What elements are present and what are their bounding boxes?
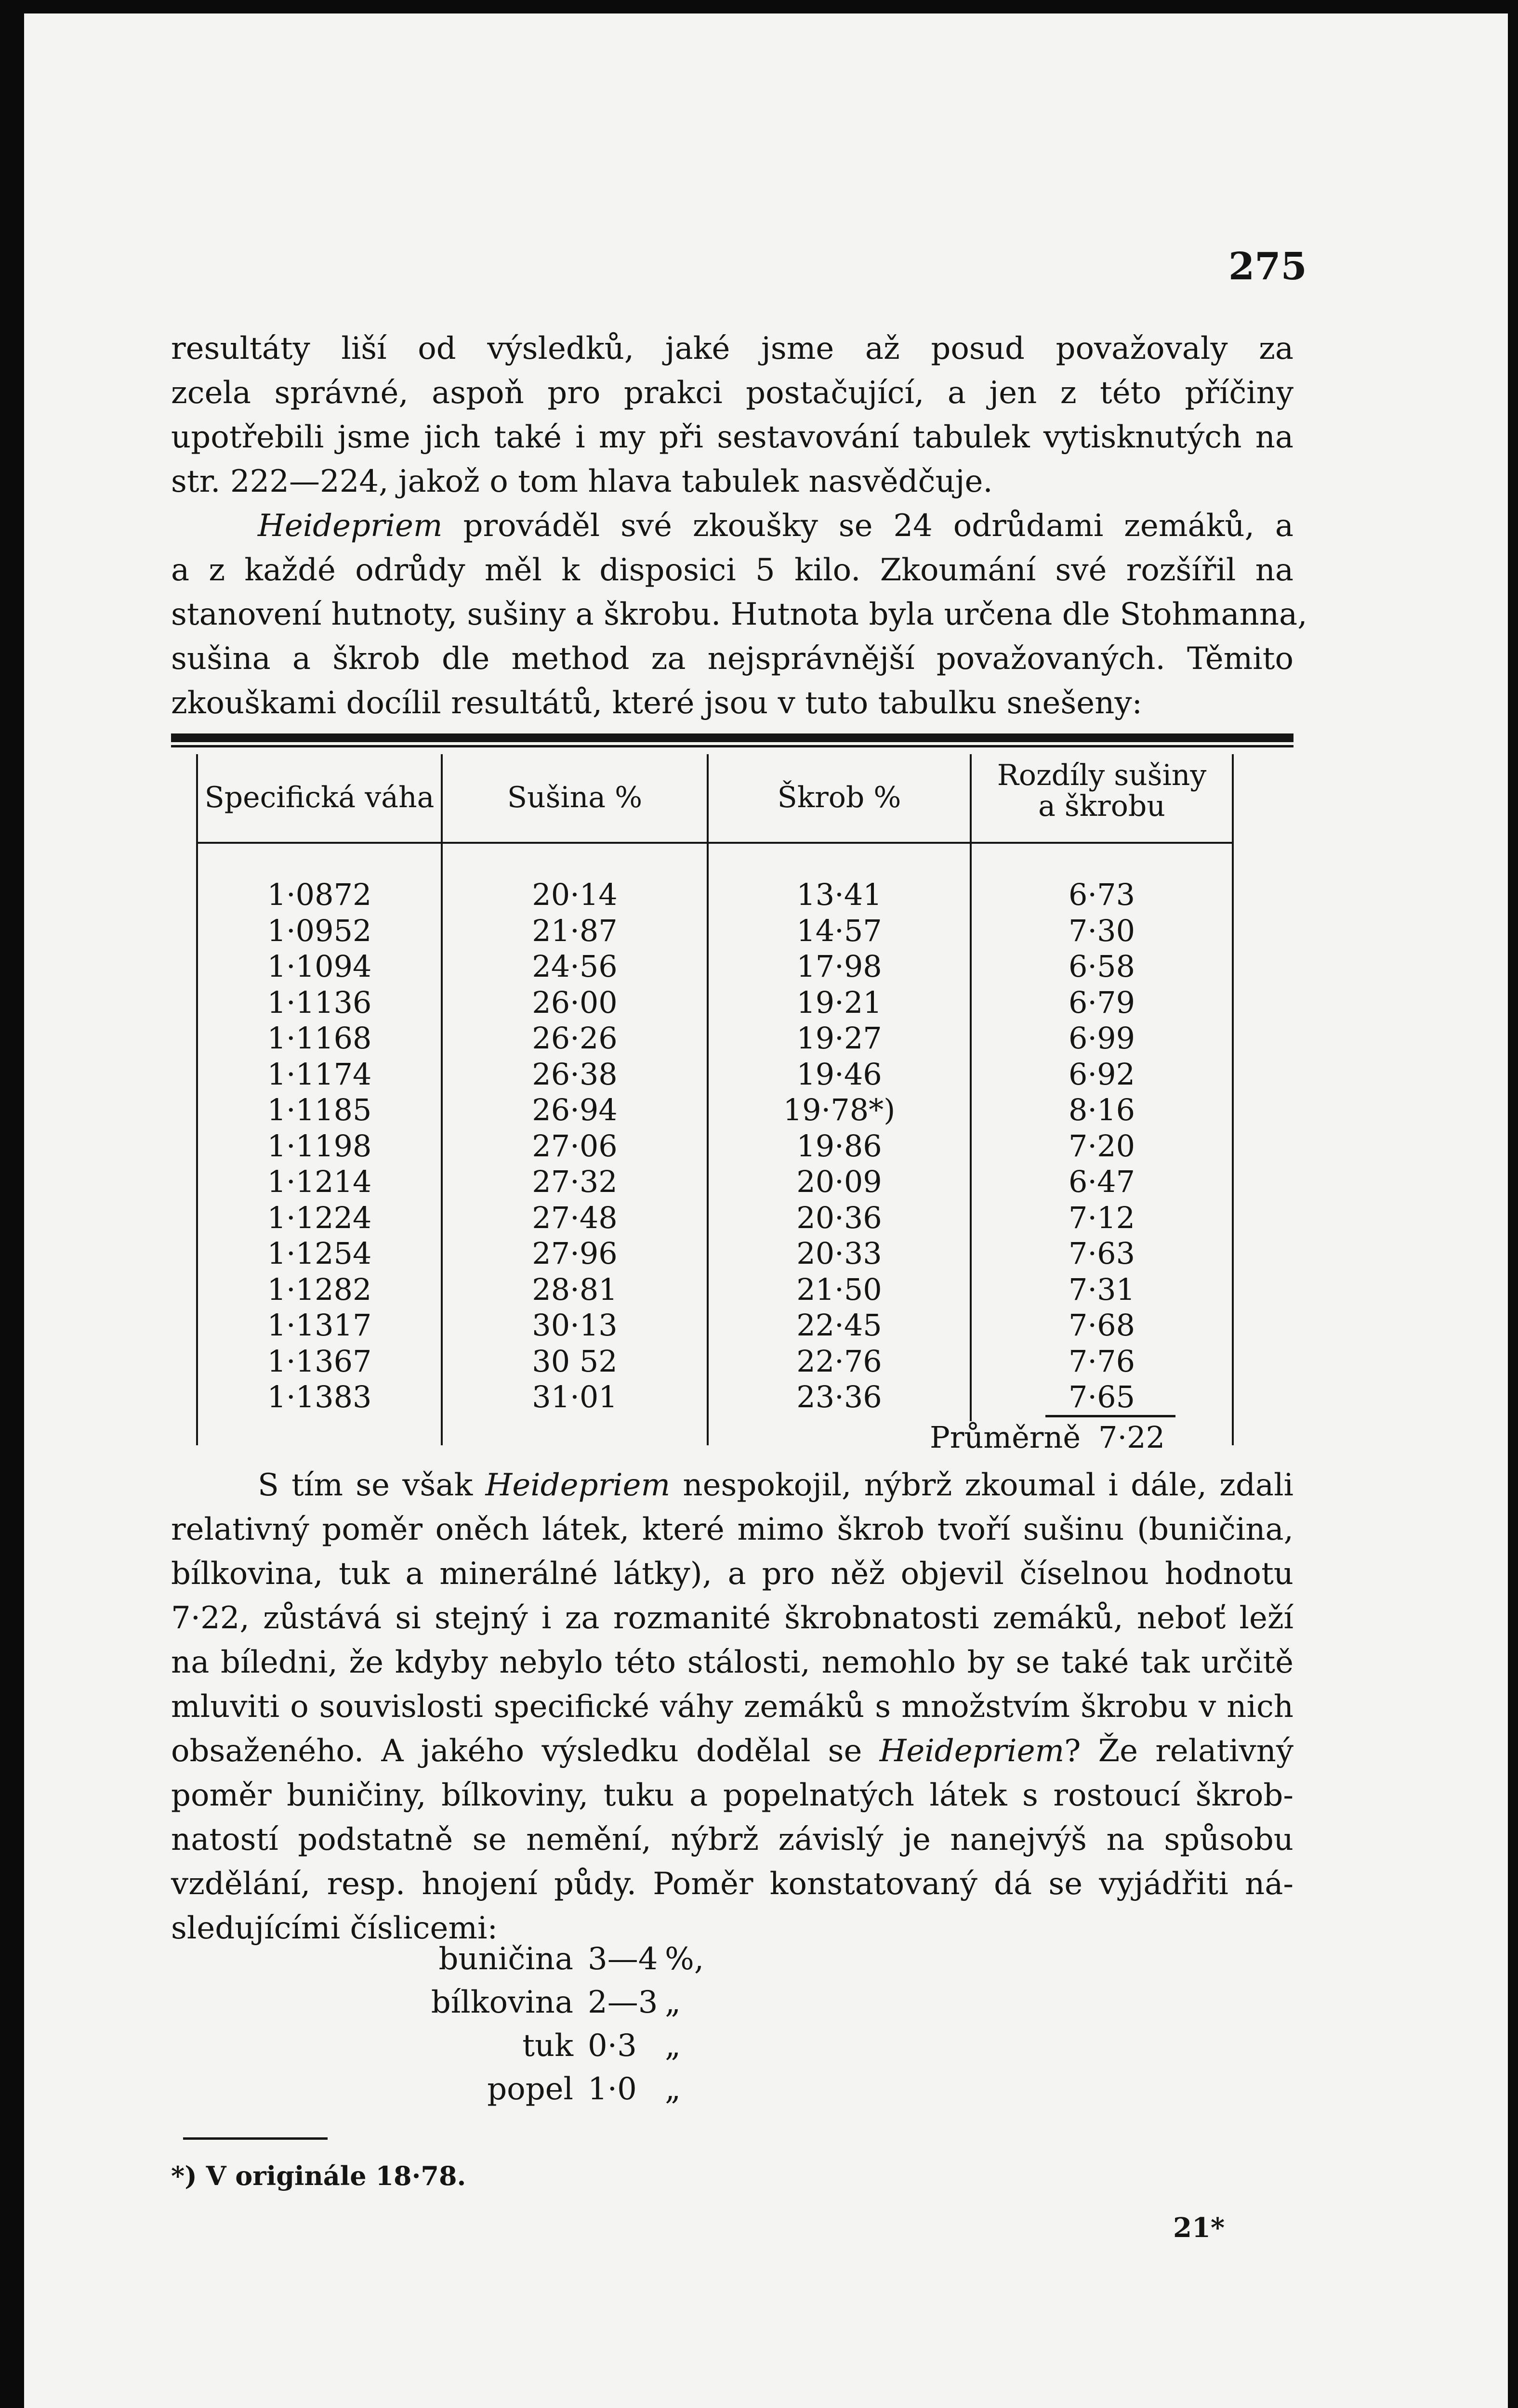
table-cell: 6·79	[1068, 984, 1135, 1020]
paragraph-2	[171, 504, 1307, 725]
table-cell: 7·31	[1068, 1271, 1135, 1307]
table-cell: 1·1185	[267, 1092, 372, 1127]
text-line: natostí podstatně se nemění, nýbrž závislý je nanejvýš na spůsobu	[171, 1822, 1294, 1858]
table-cell: 6·58	[1068, 949, 1135, 984]
text-fragment: S tím se však	[258, 1467, 486, 1503]
text-fragment: prováděl své zkoušky se 24 odrůdami zemáků, a	[442, 508, 1294, 544]
table-cell: 1·1136	[267, 984, 372, 1020]
table-cell: 26·26	[532, 1021, 618, 1056]
text-line: a z každé odrůdy měl k disposici 5 kilo. Zkoumání své rozšířil na	[171, 552, 1294, 588]
value-number: 3—4	[588, 1941, 658, 1977]
table-cell: 19·78*)	[783, 1092, 896, 1127]
table-cell: 19·46	[796, 1056, 882, 1092]
table-vline	[1232, 754, 1234, 1445]
text-line: sledujícími číslicemi:	[171, 1911, 498, 1946]
table-cell: 1·1094	[267, 949, 372, 984]
text-line: resultáty liší od výsledků, jaké jsme až posud považovaly za	[171, 331, 1294, 366]
text-line: str. 222—224, jakož o tom hlava tabulek nasvědčuje.	[171, 464, 993, 499]
column-dry-matter	[443, 877, 707, 1415]
paragraph-3	[171, 1463, 1294, 1950]
table-cell: 21·87	[532, 913, 618, 948]
column-difference	[972, 877, 1232, 1415]
text-line: 7·22, zůstává si stejný i za rozmanité škrobnatosti zemáků, neboť leží	[171, 1600, 1294, 1636]
text-line: stanovení hutnoty, sušiny a škrobu. Hutnota byla určena dle Stohmanna,	[171, 597, 1307, 632]
footnote: *) V originále 18·78.	[171, 2160, 466, 2191]
value-label: buničina	[438, 1941, 573, 1977]
header-dry-matter: Sušina %	[507, 781, 643, 814]
table-cell: 20·36	[796, 1200, 882, 1235]
value-unit: „	[665, 1985, 681, 2020]
author-name: Heidepriem	[258, 508, 443, 544]
table-top-rule-thin	[171, 745, 1294, 747]
table-cell: 1·0872	[267, 877, 372, 912]
table-cell: 1·1282	[267, 1271, 372, 1307]
value-row	[405, 1937, 718, 1981]
value-unit: „	[665, 2028, 681, 2064]
page-sheet	[24, 13, 1508, 2408]
table-cell: 21·50	[796, 1271, 882, 1307]
table-top-rule	[171, 733, 1294, 742]
value-label: bílkovina	[431, 1985, 573, 2020]
table-cell: 20·14	[532, 877, 618, 912]
average-rule	[1045, 1415, 1175, 1417]
paragraph-1	[171, 327, 1294, 504]
header-starch: Škrob %	[777, 781, 901, 814]
average-value: 7·22	[1098, 1420, 1165, 1455]
table-cell: 7·30	[1068, 913, 1135, 948]
table-cell: 1·1198	[267, 1128, 372, 1164]
table-cell: 26·94	[532, 1092, 618, 1127]
table-cell: 26·38	[532, 1056, 618, 1092]
table-cell: 27·48	[532, 1200, 618, 1235]
value-unit: %,	[665, 1941, 704, 1977]
table-cell: 1·1383	[267, 1379, 372, 1414]
table-cell: 7·12	[1068, 1200, 1135, 1235]
value-number: 1·0	[588, 2071, 637, 2107]
table-cell: 31·01	[532, 1379, 618, 1414]
value-label: tuk	[522, 2028, 573, 2064]
table-cell: 1·0952	[267, 913, 372, 948]
value-row	[405, 2068, 718, 2111]
table-cell: 26·00	[532, 984, 618, 1020]
table-cell: 27·32	[532, 1164, 618, 1199]
header-difference-line-2: a škrobu	[1038, 789, 1165, 823]
text-line	[171, 1729, 1294, 1773]
text-line	[171, 504, 1294, 548]
text-fragment: obsaženého. A jakého výsledku dodělal se	[171, 1733, 880, 1769]
table-cell: 6·47	[1068, 1164, 1135, 1199]
value-row	[405, 2024, 718, 2068]
table-cell: 6·92	[1068, 1056, 1135, 1092]
value-number: 2—3	[588, 1985, 658, 2020]
table-cell: 13·41	[796, 877, 882, 912]
table-cell: 24·56	[532, 949, 618, 984]
table-cell: 1·1254	[267, 1236, 372, 1271]
value-row	[405, 1981, 718, 2024]
value-label: popel	[487, 2071, 573, 2107]
footnote-separator	[183, 2137, 328, 2140]
table-cell: 7·65	[1068, 1379, 1135, 1414]
table-cell: 19·27	[796, 1021, 882, 1056]
column-specific-weight	[198, 877, 441, 1415]
text-line: vzdělání, resp. hnojení půdy. Poměr konstatovaný dá se vyjádřiti ná-	[171, 1866, 1294, 1902]
table-cell: 7·63	[1068, 1236, 1135, 1271]
table-cell: 28·81	[532, 1271, 618, 1307]
table-cell: 7·20	[1068, 1128, 1135, 1164]
table-cell: 8·16	[1068, 1092, 1135, 1127]
text-line: zcela správné, aspoň pro prakci postačující, a jen z této příčiny	[171, 375, 1294, 411]
table-cell: 6·73	[1068, 877, 1135, 912]
signature-mark: 21*	[1173, 2212, 1225, 2244]
table-cell: 19·86	[796, 1128, 882, 1164]
table-cell: 19·21	[796, 984, 882, 1020]
table-cell: 7·76	[1068, 1343, 1135, 1379]
table-cell: 23·36	[796, 1379, 882, 1414]
header-difference-line-1: Rozdíly sušiny	[997, 759, 1207, 792]
table-cell: 20·33	[796, 1236, 882, 1271]
composition-values	[405, 1937, 718, 2111]
table-cell: 22·76	[796, 1343, 882, 1379]
page-number: 275	[1228, 245, 1307, 288]
table-cell: 22·45	[796, 1308, 882, 1343]
column-starch	[709, 877, 970, 1415]
table-cell: 30·13	[532, 1308, 618, 1343]
header-specific-weight: Specifická váha	[204, 781, 435, 814]
table-cell: 27·06	[532, 1128, 618, 1164]
text-line: relativný poměr oněch látek, které mimo škrob tvoří sušinu (buničina,	[171, 1512, 1294, 1547]
table-cell: 1·1214	[267, 1164, 372, 1199]
text-line: zkouškami docílil resultátů, které jsou v tuto tabulku snešeny:	[171, 685, 1143, 721]
text-line: sušina a škrob dle method za nejsprávnější považovaných. Těmito	[171, 641, 1294, 677]
text-line: mluviti o souvislosti specifické váhy zemáků s množstvím škrobu v nich	[171, 1689, 1294, 1725]
value-unit: „	[665, 2071, 681, 2107]
table-cell: 30 52	[532, 1343, 618, 1379]
table-cell: 1·1367	[267, 1343, 372, 1379]
table-cell: 14·57	[796, 913, 882, 948]
table-cell: 20·09	[796, 1164, 882, 1199]
table-cell: 6·99	[1068, 1021, 1135, 1056]
text-line	[171, 1463, 1294, 1507]
table-cell: 1·1224	[267, 1200, 372, 1235]
text-line: na bíledni, že kdyby nebylo této stálosti, nemohlo by se také tak určitě	[171, 1645, 1294, 1680]
table-cell: 27·96	[532, 1236, 618, 1271]
text-fragment: ? Že relativný	[1064, 1733, 1294, 1769]
text-line: upotřebili jsme jich také i my při sestavování tabulek vytisknutých na	[171, 419, 1294, 455]
header-difference	[972, 760, 1232, 822]
text-line: bílkovina, tuk a minerálné látky), a pro něž objevil číselnou hodnotu	[171, 1556, 1294, 1592]
text-fragment: nespokojil, nýbrž zkoumal i dále, zdali	[670, 1467, 1294, 1503]
table-cell: 1·1174	[267, 1056, 372, 1092]
table-cell: 17·98	[796, 949, 882, 984]
table-cell: 1·1168	[267, 1021, 372, 1056]
author-name: Heidepriem	[879, 1733, 1065, 1769]
average-label: Průměrně	[930, 1420, 1081, 1455]
table-header-rule	[196, 842, 1234, 844]
value-number: 0·3	[588, 2028, 637, 2064]
text-line: poměr buničiny, bílkoviny, tuku a popelnatých látek s rostoucí škrob-	[171, 1778, 1294, 1813]
table-cell: 7·68	[1068, 1308, 1135, 1343]
author-name: Heidepriem	[485, 1467, 671, 1503]
table-cell: 1·1317	[267, 1308, 372, 1343]
